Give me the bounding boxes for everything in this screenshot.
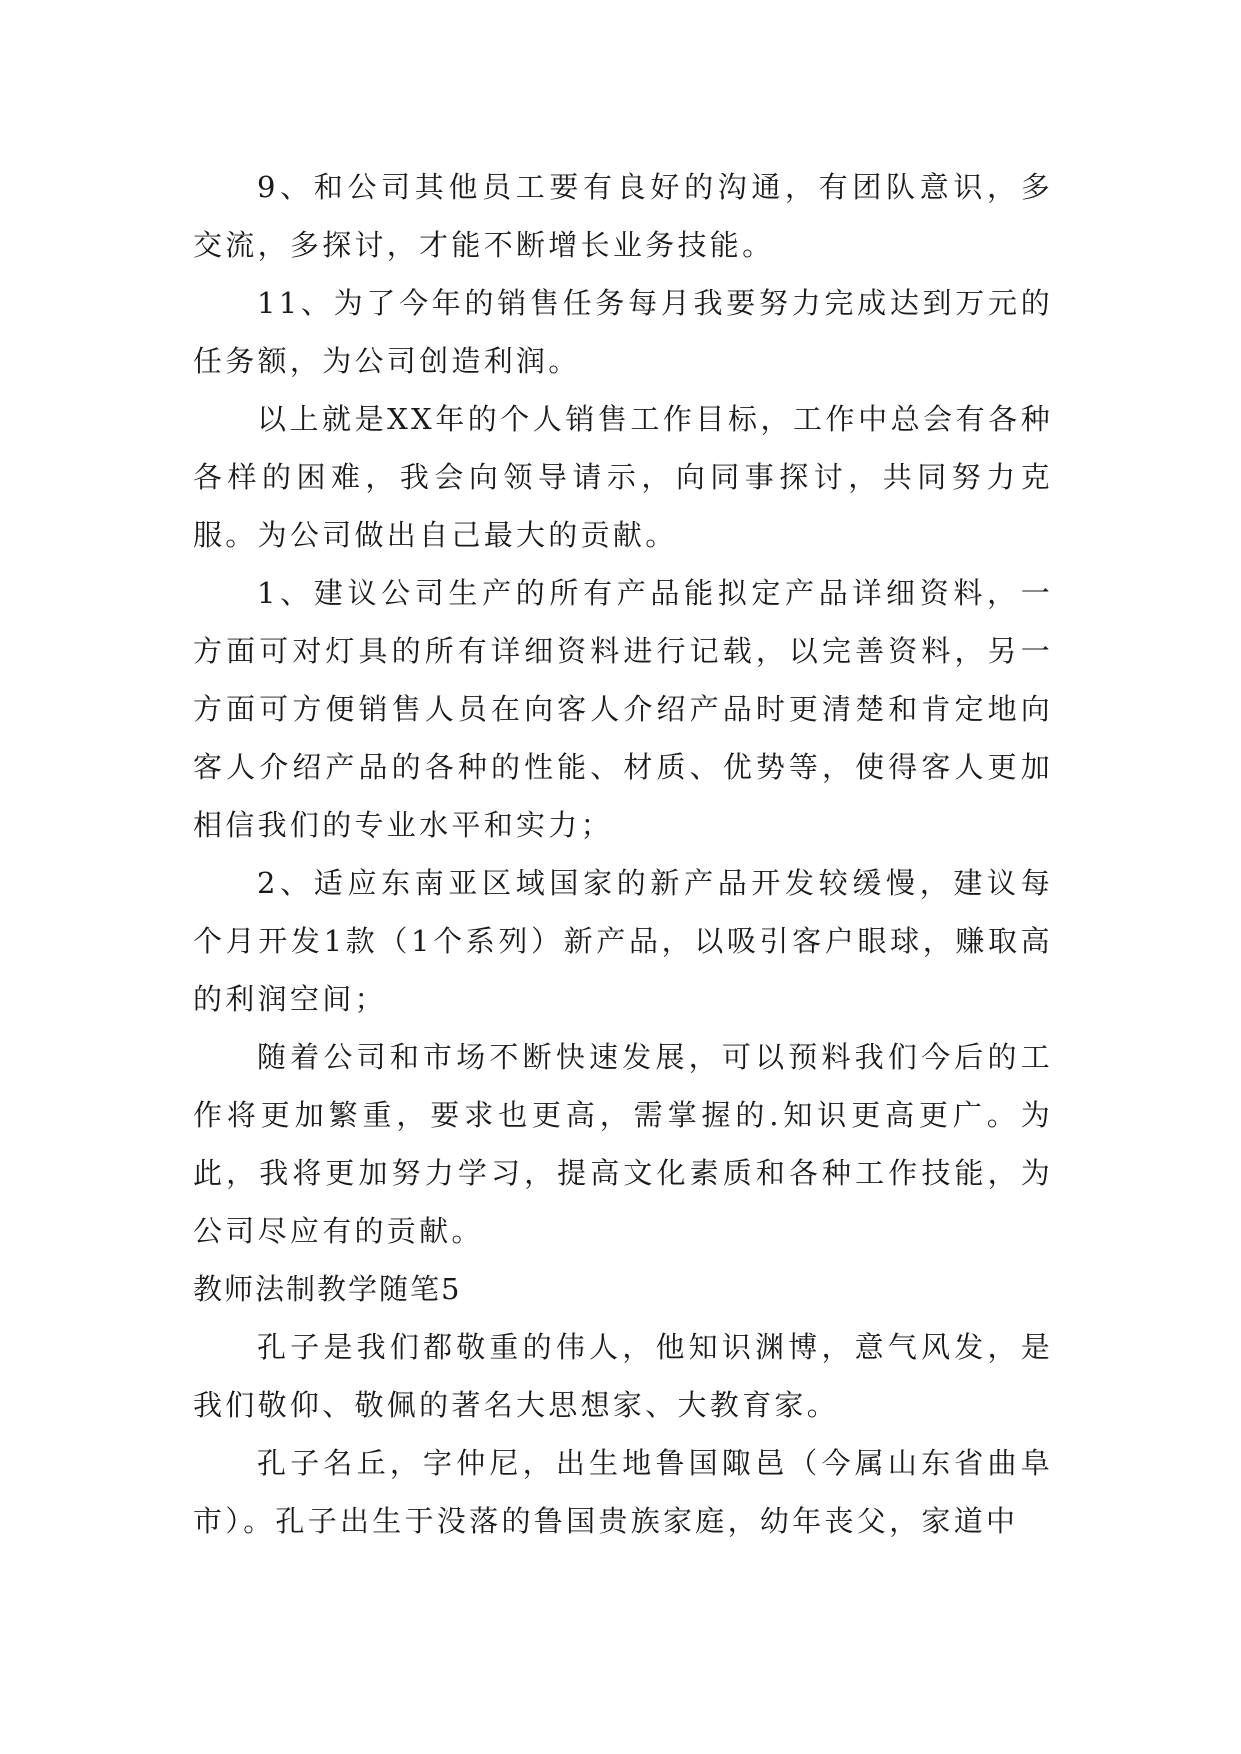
document-body	[193, 158, 1053, 1550]
section-heading: 教师法制教学随笔5	[193, 1272, 462, 1306]
paragraph-item-11: 11、为了今年的销售任务每月我要努力完成达到万元的任务额，为公司创造利润。	[193, 286, 1053, 378]
paragraph-suggestion-2: 2、适应东南亚区域国家的新产品开发较缓慢，建议每个月开发1款（1个系列）新产品，以吸引客户眼球，赚取高的利润空间；	[193, 866, 1053, 1016]
paragraph-item-9: 9、和公司其他员工要有良好的沟通，有团队意识，多交流，多探讨，才能不断增长业务技能。	[193, 170, 1053, 262]
paragraph-confucius-bio: 孔子名丘，字仲尼，出生地鲁国陬邑（今属山东省曲阜市）。孔子出生于没落的鲁国贵族家庭，幼年丧父，家道中	[193, 1446, 1053, 1538]
paragraph-outlook: 随着公司和市场不断快速发展，可以预料我们今后的工作将更加繁重，要求也更高，需掌握的.知识更高更广。为此，我将更加努力学习，提高文化素质和各种工作技能，为公司尽应有的贡献。	[193, 1040, 1053, 1248]
paragraph-confucius-intro: 孔子是我们都敬重的伟人，他知识渊博，意气风发，是我们敬仰、敬佩的著名大思想家、大教育家。	[193, 1330, 1053, 1422]
paragraph-suggestion-1: 1、建议公司生产的所有产品能拟定产品详细资料，一方面可对灯具的所有详细资料进行记载，以完善资料，另一方面可方便销售人员在向客人介绍产品时更清楚和肯定地向客人介绍产品的各种的性能、材质、优势等，使得客人更加相信我们的专业水平和实力；	[193, 576, 1053, 842]
paragraph-summary: 以上就是XX年的个人销售工作目标，工作中总会有各种各样的困难，我会向领导请示，向同事探讨，共同努力克服。为公司做出自己最大的贡献。	[193, 402, 1053, 552]
